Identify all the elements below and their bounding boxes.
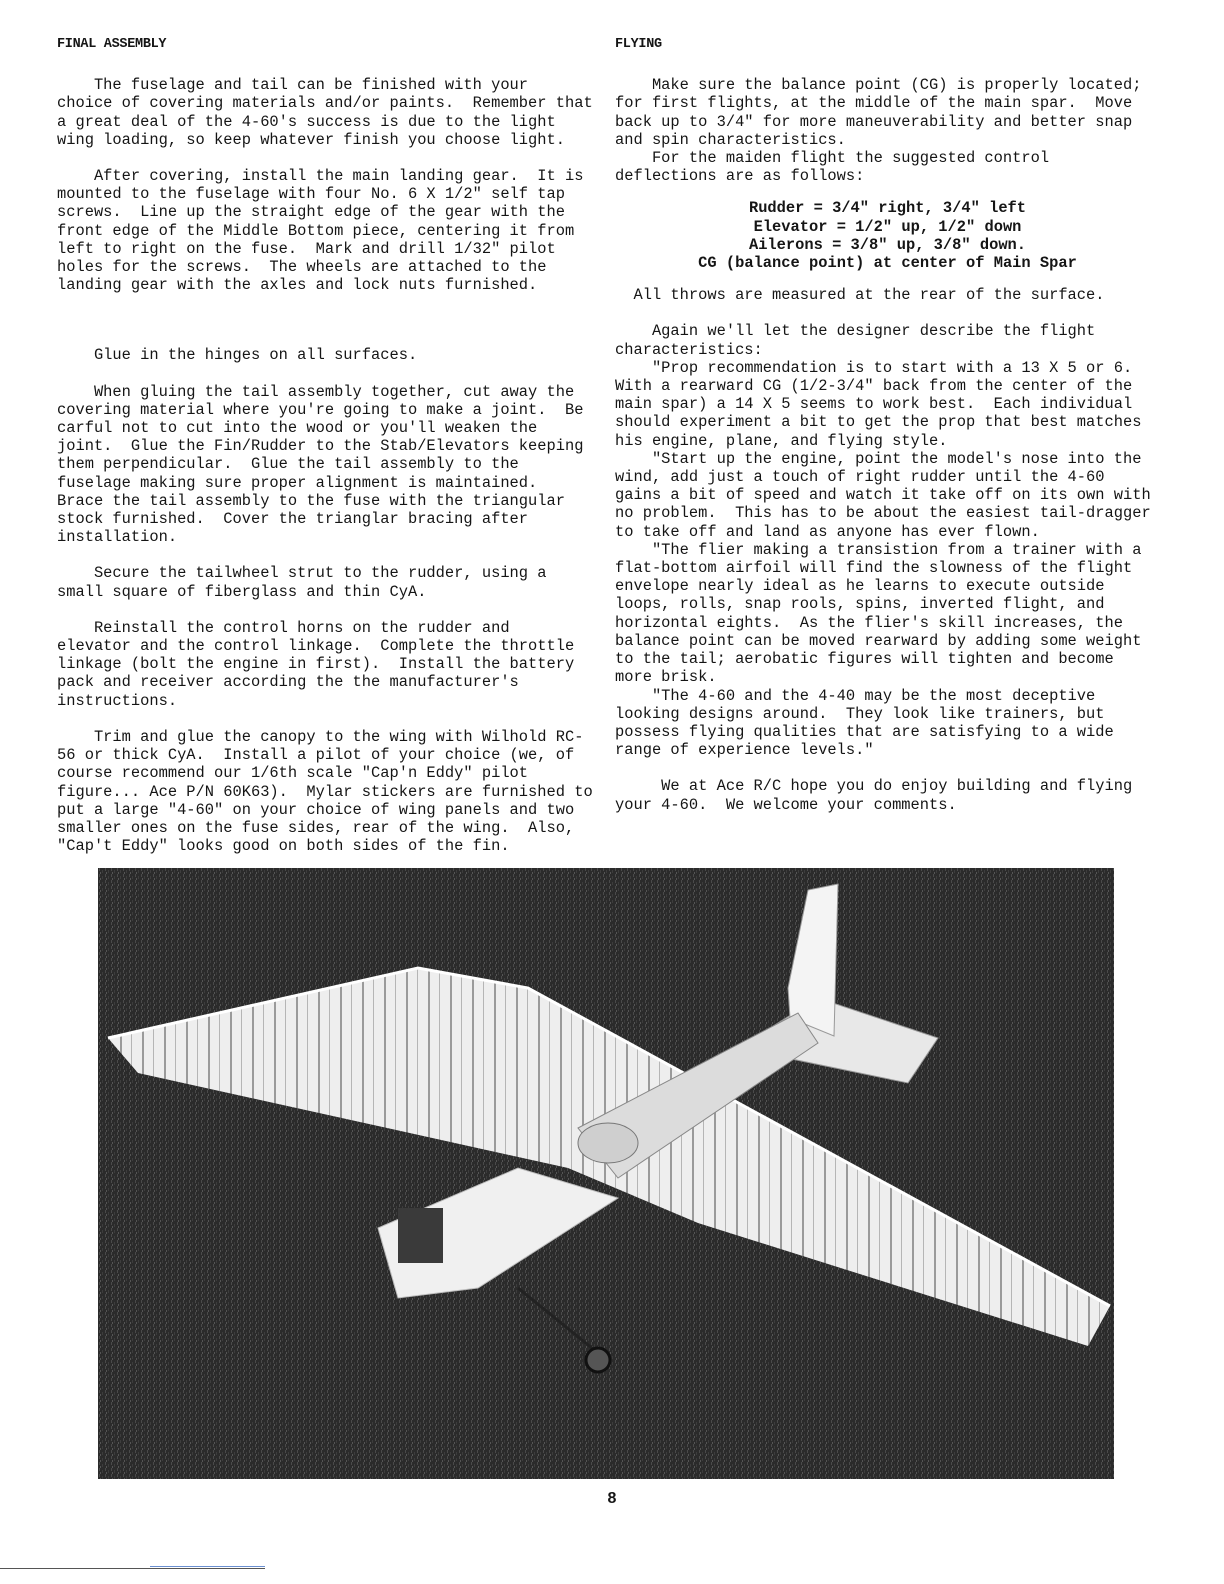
final-assembly-heading: FINAL ASSEMBLY — [57, 37, 167, 52]
text-line: After covering, install the main landing gear. It is — [57, 167, 584, 186]
text-line: left to right on the fuse. Mark and drill 1/32" pilot — [57, 239, 556, 258]
text-line: Reinstall the control horns on the rudder and — [57, 618, 510, 637]
left-para-1 — [57, 76, 597, 149]
text-line: figure... Ace P/N 60K63). Mylar stickers are furnished to — [57, 782, 593, 801]
cg-location: CG (balance point) at center of Main Spar — [698, 254, 1077, 273]
text-line: installation. — [57, 528, 178, 547]
text-line: covering material where you're going to make a joint. Be — [57, 400, 584, 419]
text-line: possess flying qualities that are satisfying to a wide — [615, 722, 1114, 741]
airplane-illustration — [98, 868, 1114, 1479]
left-para-5 — [57, 564, 597, 600]
text-line: to take off and land as anyone has ever flown. — [615, 522, 1040, 541]
text-line: main spar) a 14 X 5 seems to work best. Each individual — [615, 395, 1133, 414]
text-line: elevator and the control linkage. Complete the throttle — [57, 637, 575, 656]
text-line: joint. Glue the Fin/Rudder to the Stab/Elevators keeping — [57, 437, 584, 456]
text-line: "Start up the engine, point the model's nose into the — [615, 449, 1142, 468]
text-line: "The 4-60 and the 4-40 may be the most deceptive — [615, 686, 1096, 705]
text-line: The fuselage and tail can be finished with your — [57, 76, 529, 95]
text-line: "The flier making a transistion from a trainer with a — [615, 540, 1142, 559]
text-line: wind, add just a touch of right rudder until the 4-60 — [615, 468, 1105, 487]
text-line: screws. Line up the straight edge of the gear with the — [57, 203, 565, 222]
flying-heading: FLYING — [615, 37, 662, 52]
text-line: no problem. This has to be about the easiest tail-dragger — [615, 504, 1151, 523]
text-line: put a large "4-60" on your choice of wing panels and two — [57, 800, 575, 819]
text-line: range of experience levels." — [615, 741, 874, 760]
engine — [398, 1208, 443, 1263]
left-para-6 — [57, 619, 597, 710]
right-column — [615, 36, 1160, 814]
text-line: pack and receiver according the the manufacturer's — [57, 673, 519, 692]
text-line: balance point can be moved rearward by adding some weight — [615, 631, 1142, 650]
text-line: holes for the screws. The wheels are attached to the — [57, 258, 547, 277]
text-line: front edge of the Middle Bottom piece, centering it from — [57, 221, 575, 240]
text-line: For the maiden flight the suggested control — [615, 149, 1050, 168]
text-line: linkage (bolt the engine in first). Install the battery — [57, 655, 575, 674]
text-line: Secure the tailwheel strut to the rudder, using a — [57, 564, 547, 583]
text-line: landing gear with the axles and lock nuts furnished. — [57, 276, 538, 295]
text-line: smaller ones on the fuse sides, rear of the wing. Also, — [57, 818, 575, 837]
text-line: loops, rolls, snap rools, spins, inverted flight, and — [615, 595, 1105, 614]
text-line: more brisk. — [615, 668, 717, 687]
canopy — [578, 1123, 638, 1163]
left-para-7 — [57, 728, 597, 855]
text-line: horizontal eights. As the flier's skill increases, the — [615, 613, 1123, 632]
text-line: When gluing the tail assembly together, cut away the — [57, 382, 575, 401]
scan-artifact — [0, 1568, 265, 1569]
right-para-2 — [615, 286, 1160, 304]
right-para-4 — [615, 777, 1160, 813]
right-para-3 — [615, 322, 1160, 759]
right-para-1 — [615, 76, 1160, 185]
text-line: looking designs around. They look like trainers, but — [615, 704, 1105, 723]
text-line: gains a bit of speed and watch it take off on its own with — [615, 486, 1151, 505]
text-line: for first flights, at the middle of the main spar. Move — [615, 94, 1133, 113]
text-line: his engine, plane, and flying style. — [615, 431, 948, 450]
rudder-deflection: Rudder = 3/4" right, 3/4" left — [748, 199, 1027, 218]
text-line: back up to 3/4" for more maneuverability and better snap — [615, 112, 1133, 131]
text-line: flat-bottom airfoil will find the slowness of the flight — [615, 559, 1133, 578]
text-line: We at Ace R/C hope you do enjoy building and flying — [615, 777, 1133, 796]
text-line: characteristics: — [615, 340, 763, 359]
text-line: mounted to the fuselage with four No. 6 X 1/2" self tap — [57, 185, 565, 204]
text-line: Make sure the balance point (CG) is properly located; — [615, 76, 1142, 95]
text-line: to the tail; aerobatic figures will tighten and become — [615, 650, 1114, 669]
scan-artifact — [150, 1566, 265, 1567]
text-line: Glue in the hinges on all surfaces. — [57, 346, 418, 365]
text-line: course recommend our 1/6th scale "Cap'n Eddy" pilot — [57, 764, 529, 783]
left-column — [57, 36, 597, 855]
text-line: deflections are as follows: — [615, 167, 865, 186]
page-number: 8 — [607, 1490, 617, 1507]
text-line: All throws are measured at the rear of the surface. — [615, 286, 1105, 305]
text-line: Trim and glue the canopy to the wing with Wilhold RC- — [57, 727, 584, 746]
left-para-2 — [57, 167, 597, 294]
text-line: wing loading, so keep whatever finish you choose light. — [57, 130, 565, 149]
text-line: With a rearward CG (1/2-3/4" back from the center of the — [615, 377, 1133, 396]
control-deflections — [615, 199, 1160, 272]
aileron-deflection: Ailerons = 3/8" up, 3/8" down. — [748, 235, 1027, 254]
text-line: should experiment a bit to get the prop that best matches — [615, 413, 1142, 432]
text-line: envelope nearly ideal as he learns to execute outside — [615, 577, 1105, 596]
left-para-4 — [57, 383, 597, 547]
text-line: your 4-60. We welcome your comments. — [615, 795, 957, 814]
text-line: them perpendicular. Glue the tail assembly to the — [57, 455, 519, 474]
text-line: choice of covering materials and/or paints. Remember that — [57, 94, 593, 113]
text-line: carful not to cut into the wood or you'll weaken the — [57, 419, 538, 438]
text-line: 56 or thick CyA. Install a pilot of your choice (we, of — [57, 746, 575, 765]
text-line: a great deal of the 4-60's success is due to the light — [57, 112, 556, 131]
text-line: instructions. — [57, 691, 178, 710]
airplane-photo — [98, 868, 1114, 1479]
text-line: "Cap't Eddy" looks good on both sides of the fin. — [57, 837, 510, 856]
text-line: Again we'll let the designer describe the flight — [615, 322, 1096, 341]
text-line: "Prop recommendation is to start with a 13 X 5 or 6. — [615, 358, 1133, 377]
elevator-deflection: Elevator = 1/2" up, 1/2" down — [753, 217, 1022, 236]
text-line: and spin characteristics. — [615, 130, 846, 149]
wheel — [586, 1348, 610, 1372]
text-line: Brace the tail assembly to the fuse with the triangular — [57, 491, 565, 510]
left-para-3 — [57, 346, 597, 364]
text-line: small square of fiberglass and thin CyA. — [57, 582, 427, 601]
text-line: stock furnished. Cover the trianglar bracing after — [57, 510, 529, 529]
text-line: fuselage making sure proper alignment is maintained. — [57, 473, 538, 492]
